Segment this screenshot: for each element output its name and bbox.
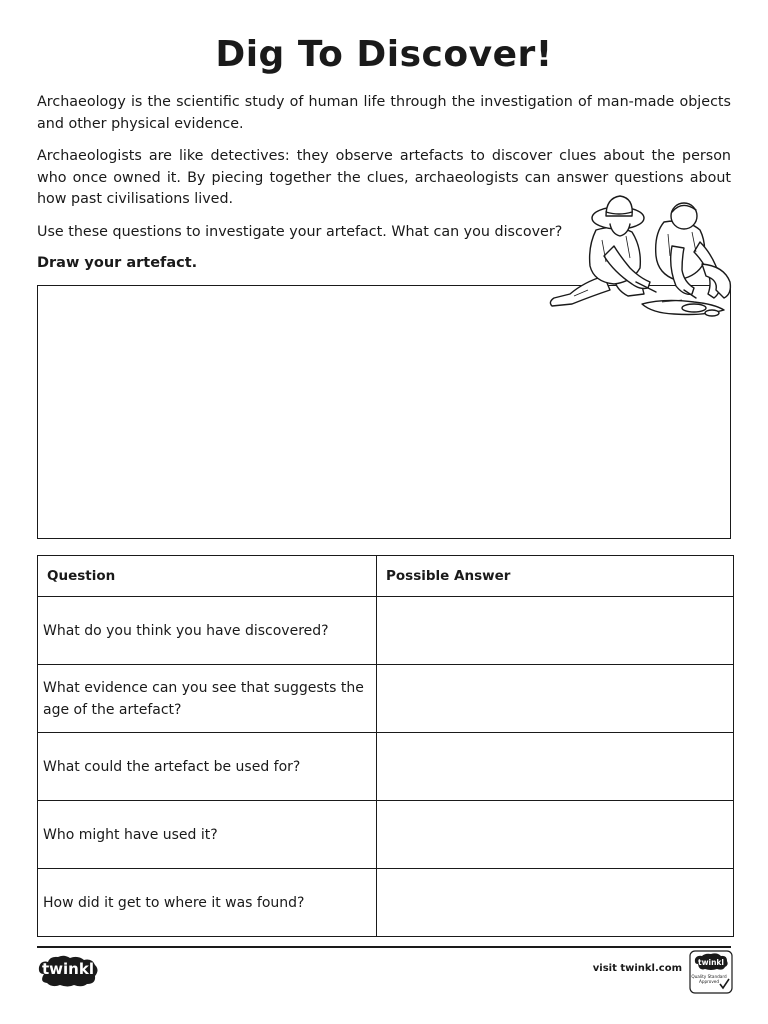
visit-twinkl-link[interactable]: visit twinkl.com xyxy=(592,963,682,974)
archaeologists-illustration xyxy=(544,186,736,320)
badge-line-1: Quality Standard xyxy=(691,974,727,979)
table-header-row xyxy=(38,556,734,597)
badge-brand-text: twinkl xyxy=(698,958,724,967)
question-cell: Who might have used it? xyxy=(38,801,377,869)
table-row xyxy=(38,665,734,733)
twinkl-logo-text: twinkl xyxy=(42,960,94,978)
question-cell: How did it get to where it was found? xyxy=(38,869,377,937)
intro-paragraph-2: Archaeologists are like detectives: they observe artefacts to discover clues about the person who once owned it. By piecing together the clues, archaeologists can answer questions about how past civilisations lived. xyxy=(37,148,731,207)
answer-cell[interactable] xyxy=(377,665,734,733)
table-row xyxy=(38,869,734,937)
questions-table xyxy=(37,555,734,937)
question-cell: What do you think you have discovered? xyxy=(38,597,377,665)
column-header-question: Question xyxy=(38,556,377,597)
quality-standard-badge xyxy=(689,950,733,994)
table-row xyxy=(38,801,734,869)
page-title: Dig To Discover! xyxy=(215,34,553,75)
question-cell: What could the artefact be used for? xyxy=(38,733,377,801)
table-row xyxy=(38,733,734,801)
footer-divider xyxy=(37,946,731,948)
drawing-area[interactable] xyxy=(37,285,731,539)
answer-cell[interactable] xyxy=(377,597,734,665)
question-cell: What evidence can you see that suggests the age of the artefact? xyxy=(38,665,377,733)
answer-cell[interactable] xyxy=(377,733,734,801)
answer-cell[interactable] xyxy=(377,801,734,869)
column-header-answer: Possible Answer xyxy=(377,556,734,597)
table-row xyxy=(38,597,734,665)
intro-paragraph-3: Use these questions to investigate your artefact. What can you discover? xyxy=(37,224,563,240)
badge-line-2: Approved xyxy=(698,979,720,984)
intro-paragraph-1: Archaeology is the scientific study of human life through the investigation of man-made objects and other physical evidence. xyxy=(37,94,731,132)
draw-artefact-label: Draw your artefact. xyxy=(37,255,198,271)
answer-cell[interactable] xyxy=(377,869,734,937)
